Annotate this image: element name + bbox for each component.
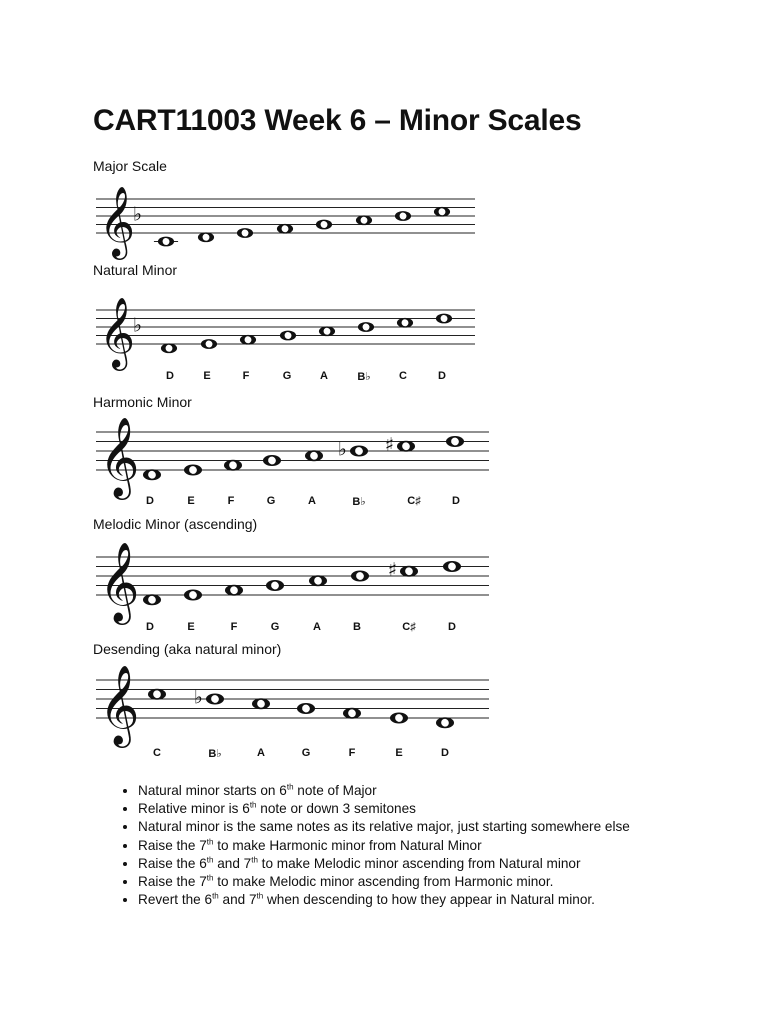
note-name-label: D — [438, 370, 446, 382]
note-name-label: B♭ — [352, 496, 366, 508]
bullet-text: Natural minor starts on 6 — [138, 783, 287, 798]
note-name-label: F — [227, 495, 235, 507]
section-label-melodic-minor: Melodic Minor (ascending) — [93, 516, 258, 532]
bullet-text: Natural minor is the same notes as its relative major, just starting somewhere else — [138, 819, 630, 835]
note-name-label: E — [203, 370, 211, 382]
staff-harmonic-minor — [93, 409, 493, 504]
note-name-label: G — [266, 495, 276, 507]
whole-note-icon — [184, 464, 202, 475]
whole-note-icon — [434, 207, 450, 217]
ordinal-suffix: th — [256, 891, 264, 901]
flat-icon: ♭ — [194, 686, 203, 709]
ordinal-suffix: th — [251, 855, 258, 865]
whole-note-icon — [400, 566, 418, 577]
note-names-melodic-minor — [93, 621, 493, 637]
whole-note-icon — [309, 575, 327, 586]
bullet-text: when descending to how they appear in Natural minor. — [263, 892, 595, 908]
note-name-label: F — [230, 621, 238, 633]
note-name-label: A — [320, 370, 328, 382]
treble-clef-icon: 𝄞 — [99, 185, 136, 257]
whole-note-icon — [161, 343, 177, 353]
ordinal-suffix: th — [206, 855, 214, 865]
whole-note-icon — [201, 339, 217, 349]
treble-clef-icon: 𝄞 — [99, 417, 140, 497]
ordinal-suffix: th — [249, 800, 257, 810]
whole-note-icon — [252, 698, 270, 709]
treble-clef-icon: 𝄞 — [99, 542, 140, 622]
whole-note-icon — [446, 436, 464, 447]
whole-note-icon — [443, 561, 461, 572]
whole-note-icon — [395, 211, 411, 221]
note-name-label: E — [187, 621, 195, 633]
bullet-text: note or down 3 semitones — [256, 801, 416, 817]
bullet-text: Raise the 6 — [138, 855, 207, 871]
bullet-text: note of Major — [293, 783, 377, 798]
note-name-label: D — [166, 370, 174, 382]
treble-clef-icon: 𝄞 — [99, 665, 140, 745]
whole-note-icon — [198, 232, 214, 242]
whole-note-icon — [184, 589, 202, 600]
staff-melodic-minor — [93, 533, 493, 628]
flat-icon: ♭ — [338, 438, 347, 461]
section-label-harmonic-minor: Harmonic Minor — [93, 394, 192, 410]
sharp-icon: ♯ — [387, 559, 397, 581]
whole-note-icon — [158, 237, 174, 247]
whole-note-icon — [148, 689, 166, 700]
whole-note-icon — [240, 335, 256, 345]
whole-note-icon — [277, 224, 293, 234]
whole-note-icon — [143, 594, 161, 605]
bullet-text: Raise the 7 — [138, 874, 207, 890]
summary-bullet-item — [138, 891, 708, 909]
whole-note-icon — [343, 708, 361, 719]
note-name-label: A — [313, 621, 321, 633]
whole-note-icon — [397, 318, 413, 328]
whole-note-icon — [390, 712, 408, 723]
note-name-label: D — [146, 495, 154, 507]
note-name-label: A — [308, 495, 316, 507]
whole-note-icon — [225, 585, 243, 596]
note-name-label: F — [242, 370, 250, 382]
note-names-harmonic-minor — [93, 495, 493, 511]
ordinal-suffix: th — [206, 837, 214, 847]
page-title: CART11003 Week 6 – Minor Scales — [93, 104, 582, 137]
note-name-label: B — [353, 621, 361, 633]
whole-note-icon — [350, 445, 368, 456]
bullet-text: Raise the 7 — [138, 837, 207, 853]
flat-icon: ♭ — [133, 202, 143, 226]
summary-bullet-item — [138, 873, 708, 891]
note-name-label: C♯ — [402, 621, 416, 633]
whole-note-icon — [316, 220, 332, 230]
whole-note-icon — [206, 693, 224, 704]
section-label-natural-minor: Natural Minor — [93, 262, 178, 278]
staff-descending — [93, 656, 493, 751]
ordinal-suffix: th — [206, 873, 214, 883]
summary-bullet-item — [138, 818, 708, 836]
whole-note-icon — [297, 703, 315, 714]
summary-bullet-item — [138, 837, 708, 855]
note-name-label: A — [257, 747, 265, 759]
note-name-label: D — [448, 621, 456, 633]
note-name-label: F — [348, 747, 356, 759]
summary-bullet-list — [112, 782, 708, 909]
whole-note-icon — [280, 331, 296, 341]
section-label-major-scale: Major Scale — [93, 158, 167, 174]
bullet-text: to make Harmonic minor from Natural Minor — [213, 837, 482, 853]
note-name-label: E — [395, 747, 403, 759]
note-names-natural-minor — [93, 370, 493, 386]
note-names-descending — [93, 747, 493, 763]
summary-bullet-item — [138, 855, 708, 873]
bullet-text: Revert the 6 — [138, 892, 213, 908]
bullet-text: to make Melodic minor ascending from Natural minor — [257, 855, 581, 871]
ordinal-suffix: th — [286, 782, 294, 792]
whole-note-icon — [358, 322, 374, 332]
whole-note-icon — [266, 580, 284, 591]
note-name-label: G — [301, 747, 311, 759]
note-name-label: C — [399, 370, 407, 382]
note-name-label: D — [441, 747, 449, 759]
bullet-text: and 7 — [213, 855, 252, 871]
sharp-icon: ♯ — [384, 434, 394, 456]
whole-note-icon — [356, 215, 372, 225]
ordinal-suffix: th — [212, 891, 219, 901]
whole-note-icon — [397, 441, 415, 452]
note-name-label: C♯ — [407, 495, 421, 507]
whole-note-icon — [224, 460, 242, 471]
note-name-label: D — [452, 495, 460, 507]
whole-note-icon — [351, 570, 369, 581]
flat-icon: ♭ — [133, 313, 143, 337]
summary-bullet-item — [138, 800, 708, 818]
bullet-text: Relative minor is 6 — [138, 801, 250, 817]
whole-note-icon — [436, 717, 454, 728]
note-name-label: C — [153, 747, 161, 759]
staff-natural-minor — [93, 288, 493, 383]
treble-clef-icon: 𝄞 — [99, 296, 136, 368]
whole-note-icon — [143, 469, 161, 480]
note-name-label: D — [146, 621, 154, 633]
section-label-descending: Desending (aka natural minor) — [93, 641, 282, 657]
note-name-label: G — [270, 621, 280, 633]
bullet-text: and 7 — [218, 892, 257, 908]
whole-note-icon — [319, 326, 335, 336]
whole-note-icon — [237, 228, 253, 238]
note-name-label: E — [187, 495, 195, 507]
note-name-label: B♭ — [357, 371, 371, 383]
whole-note-icon — [436, 314, 452, 324]
note-name-label: B♭ — [208, 748, 222, 760]
note-name-label: G — [282, 370, 292, 382]
whole-note-icon — [305, 450, 323, 461]
staff-major-scale — [93, 177, 493, 272]
summary-bullet-item — [138, 782, 708, 800]
whole-note-icon — [263, 455, 281, 466]
bullet-text: to make Melodic minor ascending from Harmonic minor. — [213, 874, 554, 890]
